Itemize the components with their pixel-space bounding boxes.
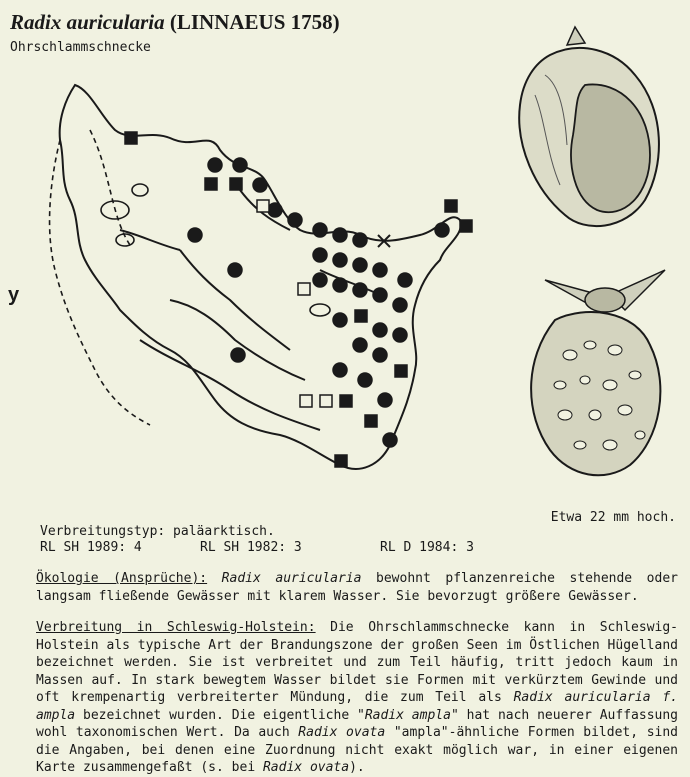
record-filled-circle — [435, 223, 449, 237]
record-filled-circle — [353, 258, 367, 272]
record-filled-circle — [398, 273, 412, 287]
record-filled-square — [230, 178, 242, 190]
species-name: Radix ovata — [298, 725, 386, 740]
form-name: Radix auricularia f. ampla — [36, 690, 678, 723]
ecology-species: Radix auricularia — [221, 571, 362, 586]
record-filled-square — [445, 200, 457, 212]
record-filled-circle — [268, 203, 282, 217]
shell-illustration-bottom — [515, 265, 675, 485]
map-markers — [125, 132, 472, 467]
distribution-text: ). — [349, 760, 365, 775]
record-filled-square — [205, 178, 217, 190]
scientific-name: Radix auricularia — [10, 10, 165, 34]
distribution-text: bezeichnet wurden. Die eigentliche " — [75, 707, 365, 723]
record-filled-circle — [378, 393, 392, 407]
record-filled-square — [365, 415, 377, 427]
record-filled-circle — [373, 323, 387, 337]
record-filled-circle — [353, 338, 367, 352]
record-filled-circle — [233, 158, 247, 172]
record-filled-circle — [288, 213, 302, 227]
distribution-text: Die Ohrschlammschnecke kann in Schleswig-Holstein als typische Art der Brandungszone der großen Seen im Östlichen Hügelland bezeichnet werden. Sie ist verbreitet und zum Teil häufig, tritt jedoch kaum in Massen auf. In stark bewegtem Wasser bildet sie Formen mit verkürztem Gewinde und oft krempenartig verbreiterter Mündung, die zum Teil als — [36, 620, 678, 705]
rl-d-1984: RL D 1984: 3 — [380, 540, 474, 555]
distribution-heading: Verbreitung in Schleswig-Holstein: — [36, 620, 316, 635]
record-filled-circle — [313, 248, 327, 262]
record-filled-circle — [208, 158, 222, 172]
record-filled-circle — [333, 313, 347, 327]
ecology-heading: Ökologie (Ansprüche): — [36, 571, 208, 586]
record-open-square — [320, 395, 332, 407]
record-filled-circle — [313, 273, 327, 287]
record-filled-circle — [253, 178, 267, 192]
ecology-paragraph — [36, 570, 678, 605]
distribution-map — [20, 70, 500, 490]
record-open-square — [300, 395, 312, 407]
record-filled-circle — [333, 253, 347, 267]
record-filled-circle — [358, 373, 372, 387]
record-filled-circle — [353, 283, 367, 297]
record-filled-circle — [313, 223, 327, 237]
common-name: Ohrschlammschnecke — [10, 40, 151, 55]
record-filled-circle — [353, 233, 367, 247]
record-filled-square — [335, 455, 347, 467]
side-letter: y — [8, 284, 20, 306]
record-filled-circle — [393, 328, 407, 342]
record-filled-circle — [333, 228, 347, 242]
record-filled-square — [355, 310, 367, 322]
authority: (LINNAEUS 1758) — [169, 10, 340, 34]
distribution-type: Verbreitungstyp: paläarktisch. — [40, 524, 275, 539]
record-filled-circle — [373, 288, 387, 302]
record-filled-circle — [373, 348, 387, 362]
record-filled-square — [125, 132, 137, 144]
record-open-square — [257, 200, 269, 212]
size-note: Etwa 22 mm hoch. — [550, 510, 676, 525]
record-filled-circle — [333, 278, 347, 292]
record-filled-circle — [231, 348, 245, 362]
rl-sh-1989: RL SH 1989: 4 — [40, 540, 142, 555]
ecology-text: bewohnt pflanzenreiche stehende oder langsam fließende Gewässer mit klarem Wasser. Sie bevorzugt größere Gewässer. — [36, 571, 678, 604]
shell-illustration-top — [505, 25, 675, 235]
species-name: Radix ampla — [364, 707, 451, 723]
record-filled-circle — [228, 263, 242, 277]
record-filled-circle — [393, 298, 407, 312]
distribution-text: " hat nach neuerer Auffassung wohl taxonomischen Wert. Da auch — [36, 707, 679, 740]
record-filled-circle — [383, 433, 397, 447]
record-filled-square — [340, 395, 352, 407]
record-filled-circle — [333, 363, 347, 377]
record-filled-square — [460, 220, 472, 232]
rl-sh-1982: RL SH 1982: 3 — [200, 540, 302, 555]
page-title — [10, 10, 340, 35]
record-filled-circle — [188, 228, 202, 242]
distribution-paragraph — [36, 619, 678, 777]
record-open-square — [298, 283, 310, 295]
species-name: Radix ovata — [262, 760, 350, 775]
distribution-text: "ampla"-ähnliche Formen bildet, sind die Angaben, bei denen eine Zuordnung nicht exakt möglich war, in einer eigenen Karte zusammengefaßt (s. bei — [36, 725, 679, 775]
record-filled-square — [395, 365, 407, 377]
record-filled-circle — [373, 263, 387, 277]
